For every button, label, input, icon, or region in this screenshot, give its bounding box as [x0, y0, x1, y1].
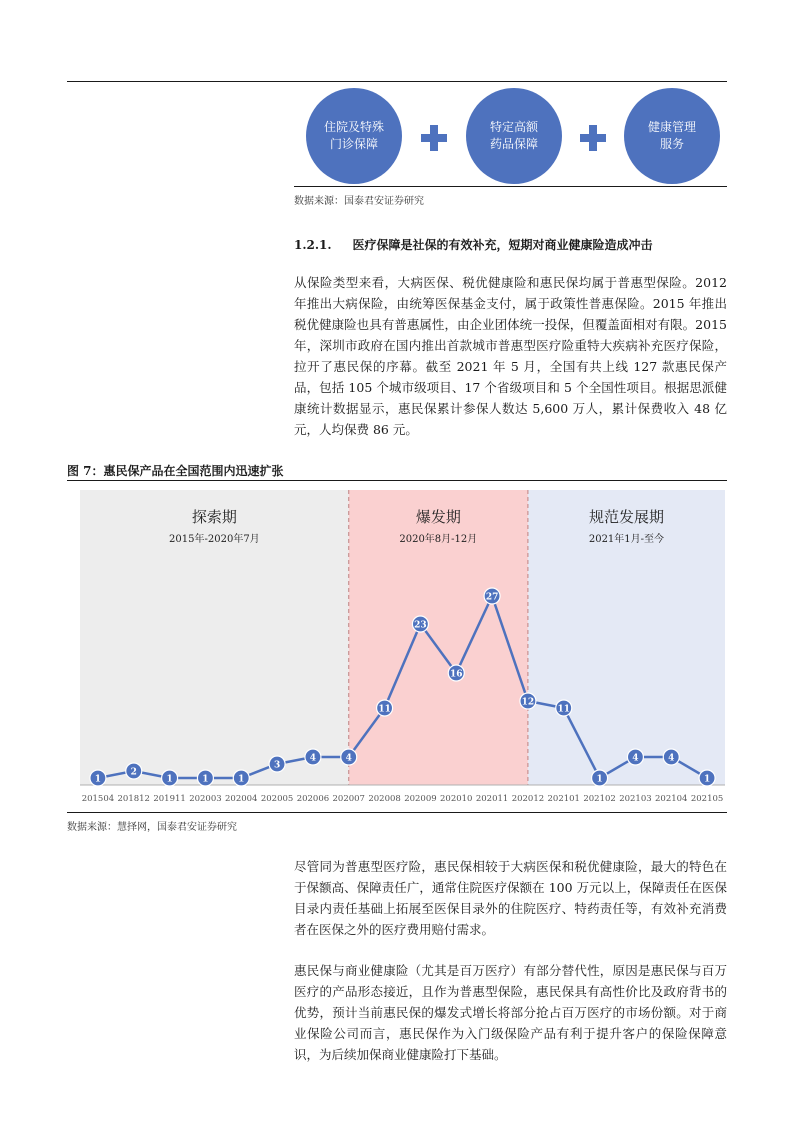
- paragraph-2: 尽管同为普惠型医疗险，惠民保相较于大病医保和税优健康险，最大的特色在于保额高、保障责任广，通常住院医疗保额在 100 万元以上，保障责任在医保目录内责任基础上拓展至医保目录外的住院医疗、特药责任等，有效补充消费者在医保之外的医疗费用赔付需求。: [294, 859, 727, 937]
- x-tick-label: 202012: [511, 794, 545, 804]
- x-tick-label: 202003: [189, 794, 222, 804]
- phase-name: 爆发期: [415, 508, 461, 526]
- data-label: 4: [632, 753, 639, 764]
- header-rule: [67, 81, 727, 82]
- x-tick-label: 202005: [260, 794, 294, 804]
- x-tick-label: 201911: [153, 794, 186, 804]
- plus-icon: [580, 125, 606, 151]
- data-label: 4: [668, 753, 675, 764]
- x-tick-label: 202007: [332, 794, 365, 804]
- source-top: 数据来源：国泰君安证券研究: [294, 196, 424, 207]
- phase-period: 2020年8月-12月: [399, 534, 478, 545]
- x-tick-label: 202011: [475, 794, 509, 804]
- x-tick-label: 202104: [655, 794, 688, 804]
- data-label: 1: [202, 774, 209, 785]
- circle-special-drugs: 特定高额 药品保障: [466, 88, 562, 184]
- data-label: 23: [414, 620, 427, 631]
- circle-inpatient: 住院及特殊 门诊保障: [306, 88, 402, 184]
- data-label: 27: [485, 592, 499, 603]
- section-number: 1.2.1.: [294, 238, 332, 252]
- phase-period: 2015年-2020年7月: [169, 534, 260, 545]
- data-label: 1: [238, 774, 245, 785]
- data-label: 11: [557, 704, 571, 715]
- phase-period: 2021年1月-至今: [588, 534, 665, 545]
- data-label: 1: [596, 774, 603, 785]
- flow-rule: [294, 186, 727, 187]
- x-tick-label: 202105: [690, 794, 724, 804]
- x-tick-label: 202006: [296, 794, 330, 804]
- data-label: 1: [703, 774, 711, 785]
- data-label: 11: [378, 704, 391, 715]
- data-label: 12: [521, 697, 535, 708]
- figure-title: 图 7：惠民保产品在全国范围内迅速扩张: [67, 464, 284, 478]
- x-tick-label: 202101: [547, 794, 580, 804]
- data-label: 2: [130, 767, 137, 778]
- line-chart: [0, 480, 793, 820]
- source-chart: 数据来源：慧择网，国泰君安证券研究: [67, 822, 237, 833]
- section-heading: [294, 236, 653, 253]
- data-label: 4: [345, 753, 352, 764]
- data-label: 3: [273, 760, 281, 771]
- circle-health-mgmt: 健康管理 服务: [624, 88, 720, 184]
- phase-name: 探索期: [191, 508, 237, 526]
- x-tick-label: 202010: [440, 794, 473, 804]
- data-label: 1: [94, 774, 102, 785]
- data-label: 1: [166, 774, 173, 785]
- phase-name: 规范发展期: [588, 508, 664, 526]
- x-tick-label: 202009: [404, 794, 437, 804]
- x-tick-label: 202004: [225, 794, 258, 804]
- data-label: 16: [449, 669, 463, 680]
- paragraph-3: 惠民保与商业健康险（尤其是百万医疗）有部分替代性，原因是惠民保与百万医疗的产品形态接近，且作为普惠型保险，惠民保具有高性价比及政府背书的优势，预计当前惠民保的爆发式增长将部分抢占百万医疗的市场份额。对于商业保险公司而言，惠民保作为入门级保险产品有利于提升客户的保险保障意识，为后续加保商业健康险打下基础。: [294, 963, 727, 1062]
- section-title: 医疗保障是社保的有效补充，短期对商业健康险造成冲击: [352, 238, 653, 252]
- x-tick-label: 202102: [583, 794, 616, 804]
- plus-icon: [421, 125, 447, 151]
- data-label: 4: [309, 753, 317, 764]
- paragraph-1: 从保险类型来看，大病医保、税优健康险和惠民保均属于普惠型保险。2012 年推出大病保险，由统筹医保基金支付，属于政策性普惠保险。2015 年推出税优健康险也具有普惠属性，由企业团体统一投保，但覆盖面相对有限。2015 年，深圳市政府在国内推出首款城市普惠型医疗险重特大疾病补充医疗保险，拉开了惠民保的序幕。截至 2021 年 5 月，全国有共上线 127 款惠民保产品，包括 105 个城市级项目、17 个省级项目和 5 个全国性项目。根据思派健康统计数据显示，惠民保累计参保人数达 5,600 万人，累计保费收入 48 亿元，人均保费 86 元。: [294, 275, 727, 437]
- x-tick-label: 201812: [117, 794, 150, 804]
- x-tick-label: 202008: [368, 794, 401, 804]
- x-tick-label: 202103: [619, 794, 652, 804]
- x-tick-label: 201504: [81, 794, 115, 804]
- figure-rule-bottom: [67, 812, 727, 813]
